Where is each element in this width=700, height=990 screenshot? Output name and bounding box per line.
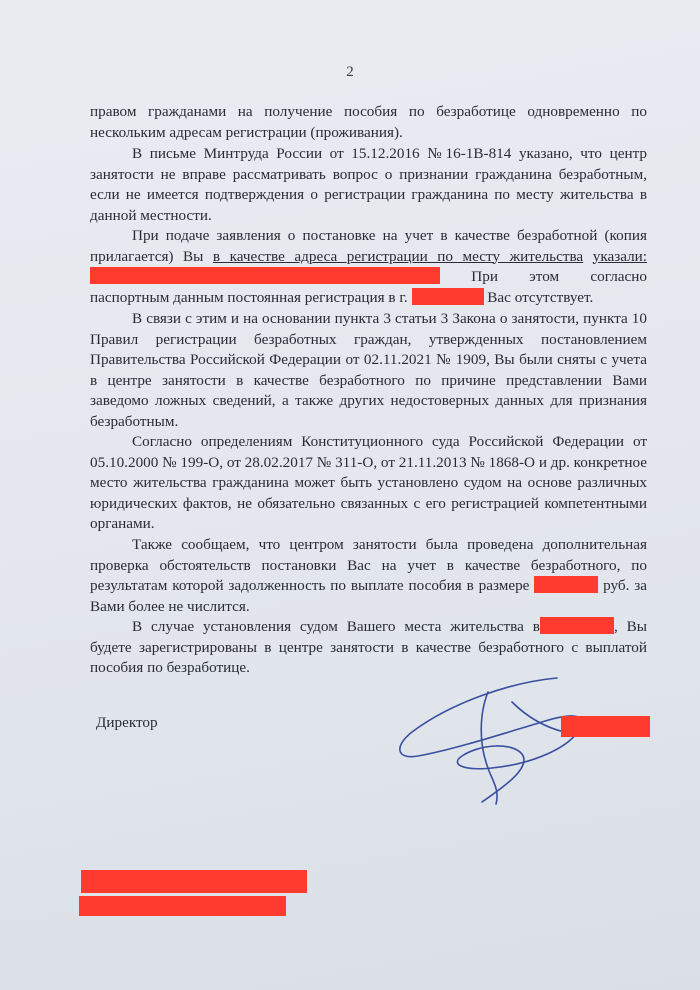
- redacted-address: [90, 267, 440, 284]
- paragraph-3: [90, 226, 647, 308]
- paragraph-6-part-a: Также сообщаем, что центром занятости была проведена дополнительная проверка обстоятельств постановки Вас на учет в качестве безработного, по результатам которой задолженность по выплате пособия в размере: [90, 536, 647, 595]
- paragraph-2: В письме Минтруда России от 15.12.2016 №16-1В-814 указано, что центр занятости не вправе рассматривать вопрос о признании гражданина безработным, если не имеется подтверждения о регистрации гражданина по месту жительства в данной местности.: [90, 145, 647, 224]
- paragraph-7: [90, 617, 647, 679]
- paragraph-3-underlined: в качестве адреса регистрации по месту жительства: [212, 247, 584, 265]
- redacted-place: [540, 617, 614, 634]
- paragraph-7-part-b: , Вы будете зарегистрированы в центре занятости в качестве безработного с выплатой пособия по безработице.: [90, 618, 647, 677]
- signatory-title: Директор: [96, 714, 158, 731]
- redacted-amount: [534, 576, 598, 593]
- redacted-city: [412, 288, 484, 305]
- paragraph-5: Согласно определениям Конституционного суда Российской Федерации от 05.10.2000 № 199-О, от 28.02.2017 № 311-О, от 21.11.2013 № 1868-О и др. конкретное место жительства гражданина может быть установлено судом на основе различных юридических фактов, не обязательно связанных с его регистрацией компетентными органами.: [90, 433, 647, 533]
- paragraph-7-part-a: В случае установления судом Вашего места жительства в: [132, 618, 540, 635]
- paragraph-3-part-e: Вас отсутствует.: [487, 288, 594, 306]
- paragraph-4: В связи с этим и на основании пункта 3 статьи 3 Закона о занятости, пункта 10 Правил регистрации безработных граждан, утвержденных постановлением Правительства Российской Федерации от 02.11.2021 № 1909, Вы были сняты с учета в центре занятости в качестве безработного по причине представлении Вами заведомо ложных сведений, а также других недостоверных данных для признания безработным.: [90, 310, 647, 430]
- paragraph-6-part-b: руб. за Вами более не числится.: [90, 577, 648, 615]
- paragraph-3-part-a: При подаче заявления о постановке на учет в качестве безработной (копия прилагается) Вы: [90, 227, 647, 265]
- redacted-executor-line-2: [79, 896, 286, 916]
- paragraph-6: [90, 535, 647, 617]
- page-number: 2: [346, 64, 354, 80]
- paragraph-3-part-d: При этом согласно паспортным данным постоянная регистрация в г.: [90, 268, 648, 306]
- paragraph-1: правом гражданами на получение пособия по безработице одновременно по нескольким адресам регистрации (проживания).: [90, 103, 647, 141]
- redacted-executor-line-1: [81, 870, 307, 893]
- handwritten-signature: [392, 672, 632, 812]
- paragraph-3-part-c: указали:: [592, 247, 648, 265]
- redacted-director-name: [561, 716, 650, 737]
